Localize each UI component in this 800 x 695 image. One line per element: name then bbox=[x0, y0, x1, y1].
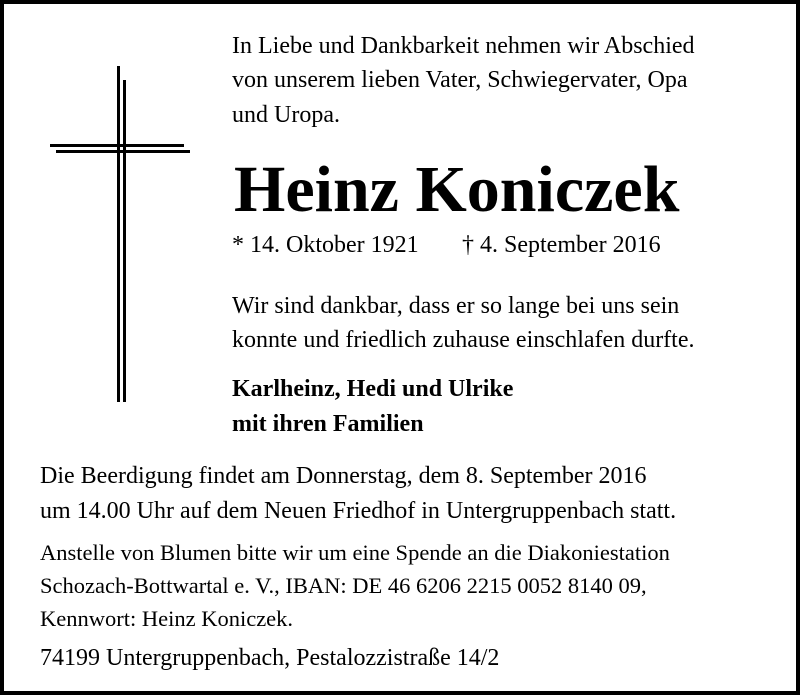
intro-line-3: und Uropa. bbox=[232, 102, 340, 128]
donation-line-3: Kennwort: Heinz Koniczek. bbox=[40, 606, 294, 631]
donation-line-1: Anstelle von Blumen bitte wir um eine Spende an die Diakoniestation bbox=[40, 540, 670, 565]
death-date: † 4. September 2016 bbox=[462, 232, 661, 258]
intro-line-2: von unserem lieben Vater, Schwiegervater, Opa bbox=[232, 67, 688, 93]
deceased-name: Heinz Koniczek bbox=[234, 153, 680, 226]
funeral-line-2: um 14.00 Uhr auf dem Neuen Friedhof in Untergruppenbach statt. bbox=[40, 498, 677, 524]
mourners-line-2: mit ihren Familien bbox=[232, 411, 424, 437]
gratitude-line-1: Wir sind dankbar, dass er so lange bei uns sein bbox=[232, 293, 680, 319]
intro-line-1: In Liebe und Dankbarkeit nehmen wir Abschied bbox=[232, 33, 695, 59]
funeral-line-1: Die Beerdigung findet am Donnerstag, dem 8. September 2016 bbox=[40, 463, 647, 489]
address: 74199 Untergruppenbach, Pestalozzistraße 14/2 bbox=[40, 645, 500, 671]
gratitude-line-2: konnte und friedlich zuhause einschlafen durfte. bbox=[232, 327, 695, 353]
mourners-line-1: Karlheinz, Hedi und Ulrike bbox=[232, 376, 514, 402]
donation-line-2: Schozach-Bottwartal e. V., IBAN: DE 46 6206 2215 0052 8140 09, bbox=[40, 573, 647, 598]
cross-icon bbox=[50, 66, 190, 406]
birth-date: * 14. Oktober 1921 bbox=[232, 232, 419, 258]
